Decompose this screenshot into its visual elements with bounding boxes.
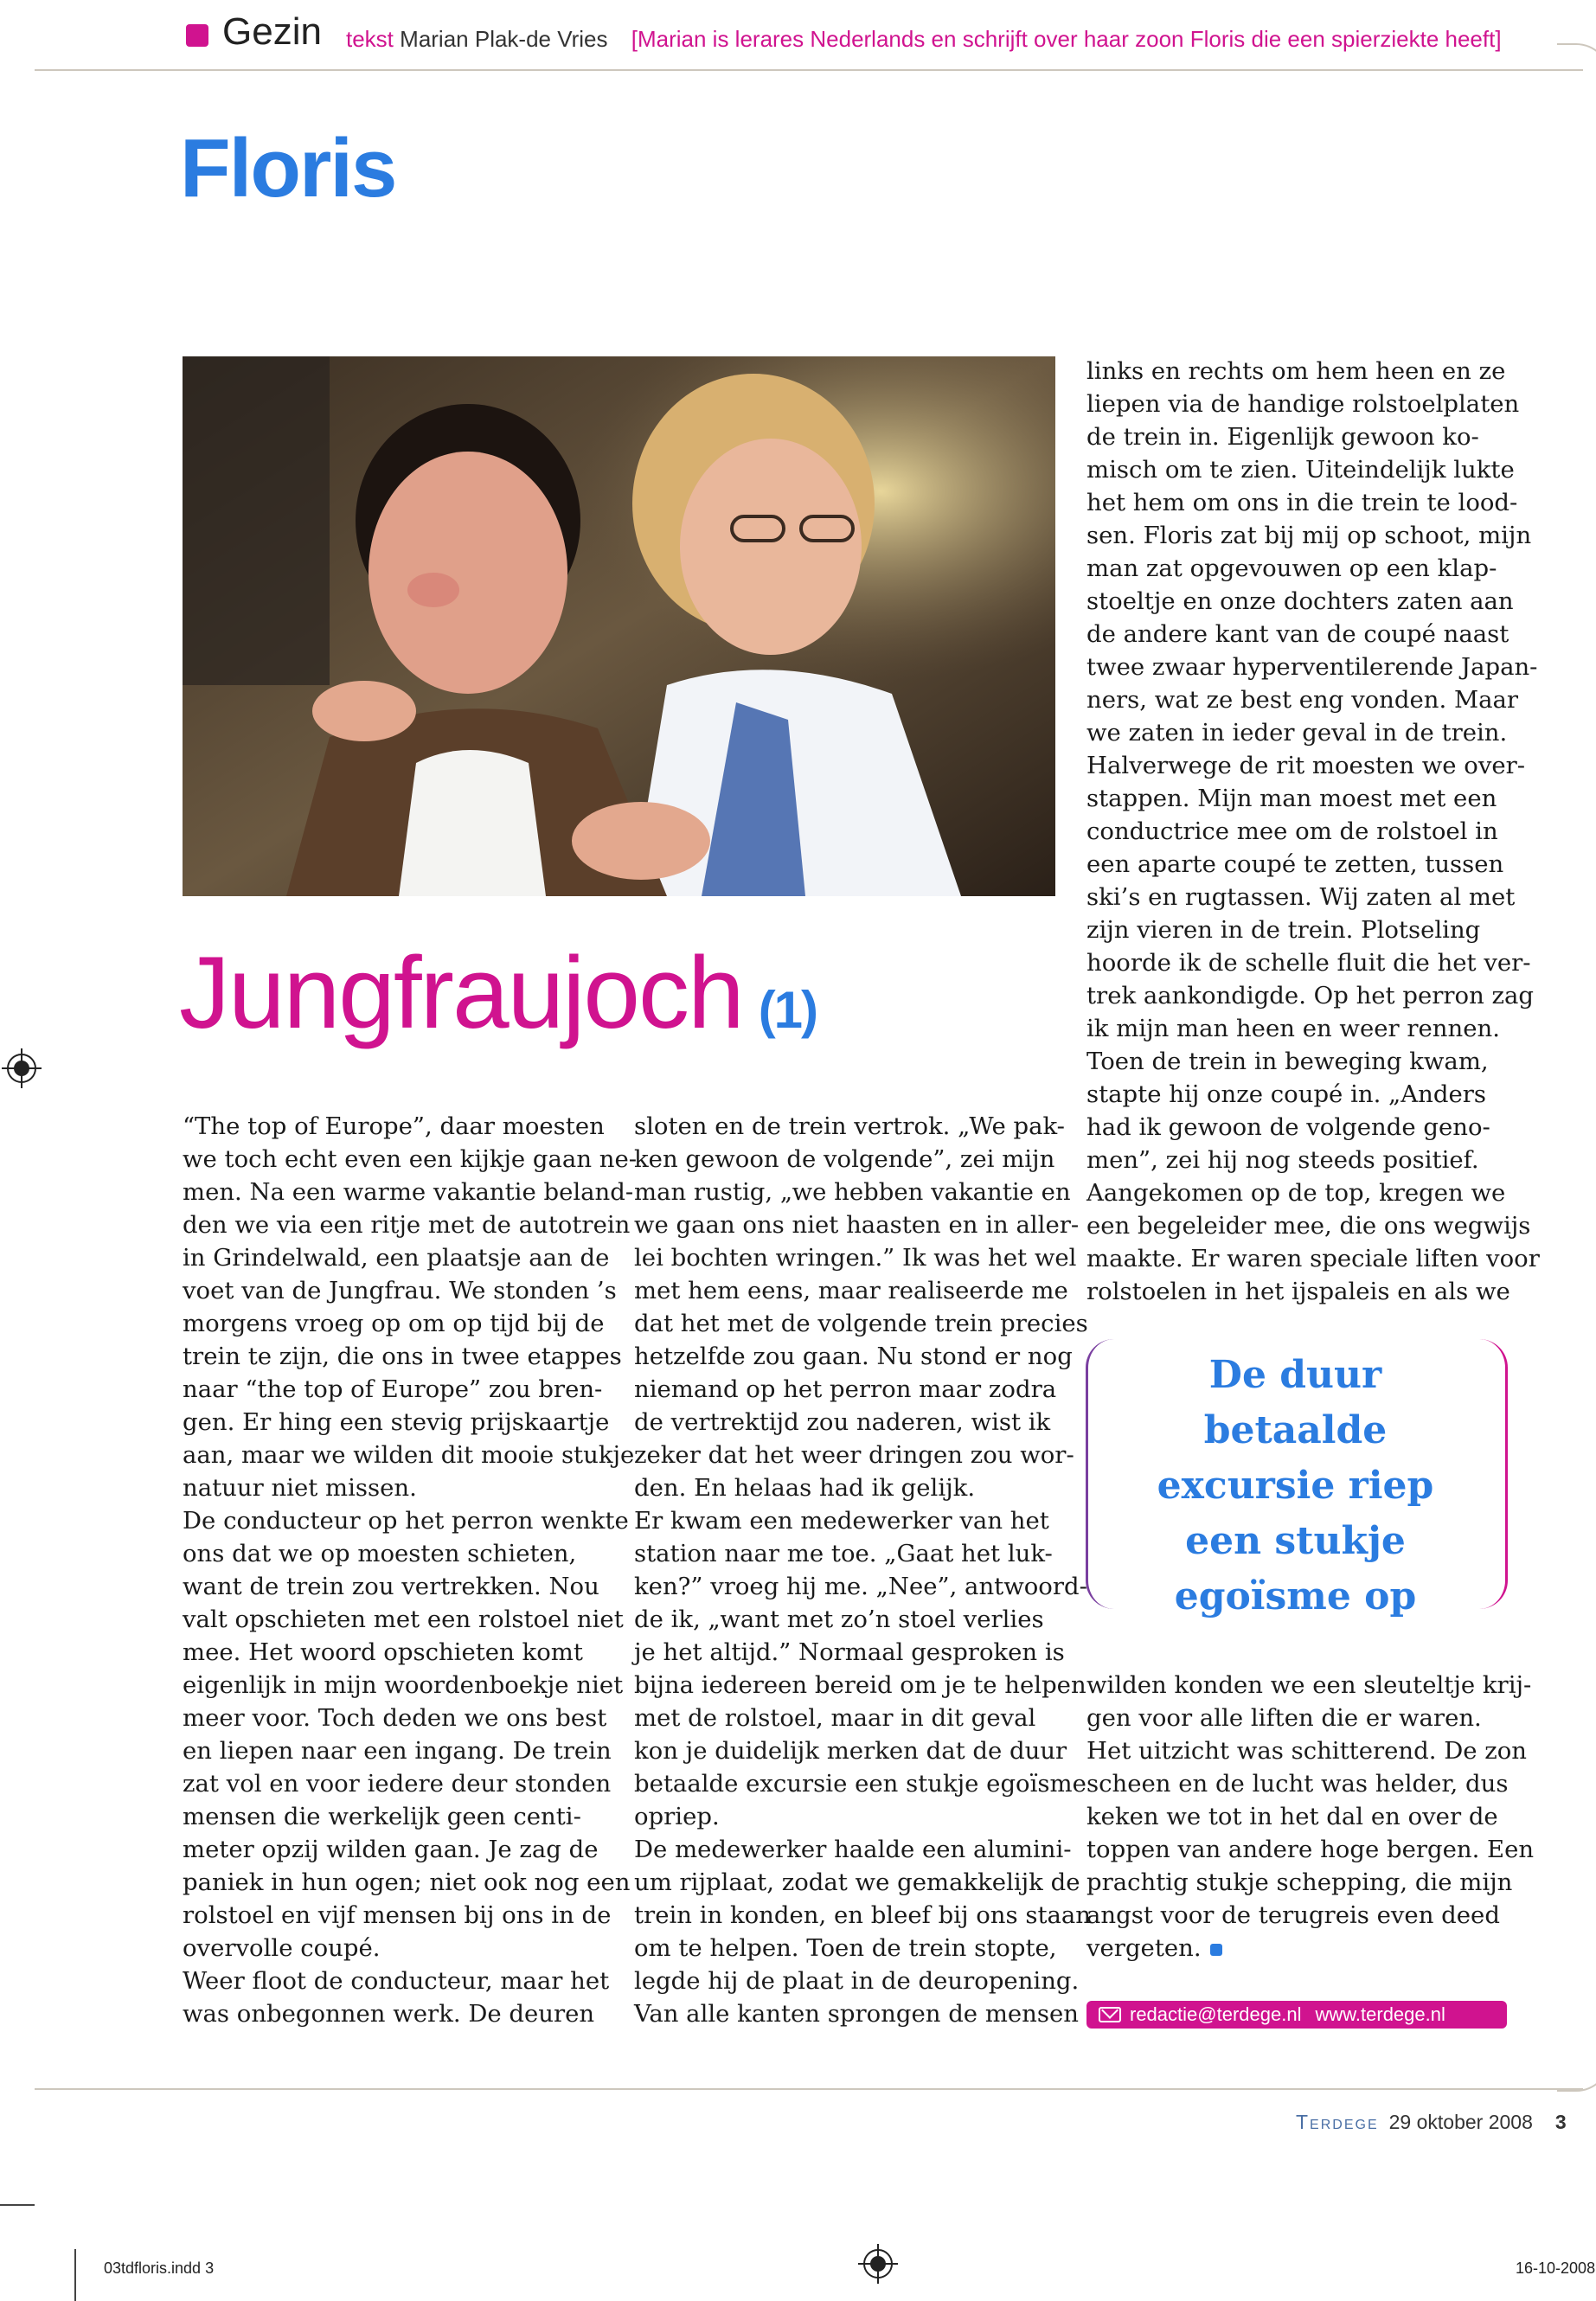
section-label: Gezin xyxy=(222,10,322,53)
section-marker xyxy=(186,24,208,47)
body-line: zijn vieren in de trein. Plotseling xyxy=(1086,916,1481,944)
photo-illustration xyxy=(183,356,1055,896)
body-line: ken?” vroeg hij me. „Nee”, antwoord- xyxy=(634,1573,1087,1600)
article-photo xyxy=(183,356,1055,896)
body-line: links en rechts om hem heen en ze xyxy=(1086,357,1506,385)
body-line: niemand op het perron maar zodra xyxy=(634,1375,1057,1403)
body-line: ik mijn man heen en weer rennen. xyxy=(1086,1015,1500,1042)
body-line: kon je duidelijk merken dat de duur xyxy=(634,1737,1067,1765)
body-line: ski’s en rugtassen. Wij zaten al met xyxy=(1086,883,1516,911)
body-line: was onbegonnen werk. De deuren xyxy=(183,2000,595,2028)
page-number: 3 xyxy=(1554,2111,1567,2133)
body-line: in Grindelwald, een plaatsje aan de xyxy=(183,1244,610,1272)
body-line: we gaan ons niet haasten en in aller- xyxy=(634,1211,1080,1239)
body-line: De medewerker haalde een alumini- xyxy=(634,1836,1072,1863)
body-line: trek aankondigde. Op het perron zag xyxy=(1086,982,1535,1009)
body-line: wilden konden we een sleuteltje krij- xyxy=(1086,1671,1532,1699)
body-line: den we via een ritje met de autotrein xyxy=(183,1211,631,1239)
body-line: toppen van andere hoge bergen. Een xyxy=(1086,1836,1535,1863)
body-line: met hem eens, maar realiseerde me xyxy=(634,1277,1068,1304)
body-line: we toch echt even een kijkje gaan ne- xyxy=(183,1145,638,1173)
body-line: met de rolstoel, maar in dit geval xyxy=(634,1704,1036,1732)
body-line: hoorde ik de schelle fluit die het ver- xyxy=(1086,949,1531,977)
byline-author: Marian Plak-de Vries xyxy=(400,26,608,52)
body-line: misch om te zien. Uiteindelijk lukte xyxy=(1086,456,1515,484)
body-line: “The top of Europe”, daar moesten xyxy=(183,1112,605,1140)
pullquote-right-bracket xyxy=(1479,1339,1508,1609)
body-line: scheen en de lucht was helder, dus xyxy=(1086,1770,1509,1798)
body-line: de andere kant van de coupé naast xyxy=(1086,620,1509,648)
body-line: Toen de trein in beweging kwam, xyxy=(1086,1048,1489,1075)
header-rule xyxy=(35,69,1583,71)
body-line: trein in konden, en bleef bij ons staan xyxy=(634,1901,1092,1929)
footer-rule xyxy=(35,2088,1583,2090)
folio xyxy=(1296,2111,1567,2134)
body-line: natuur niet missen. xyxy=(183,1474,417,1502)
body-line: morgens vroeg op om op tijd bij de xyxy=(183,1310,605,1337)
body-line: de trein in. Eigenlijk gewoon ko- xyxy=(1086,423,1479,451)
headline-title: Jungfraujoch xyxy=(179,936,743,1050)
body-line: men. Na een warme vakantie beland- xyxy=(183,1178,634,1206)
crop-mark xyxy=(74,2249,76,2301)
body-column-2 xyxy=(634,1110,1092,2030)
body-line: um rijplaat, zodat we gemakkelijk de xyxy=(634,1868,1080,1896)
contact-bar xyxy=(1086,2001,1507,2029)
body-line: vergeten. xyxy=(1086,1932,1519,1965)
body-line: om te helpen. Toen de trein stopte, xyxy=(634,1934,1057,1962)
magazine-name: Terdege xyxy=(1296,2111,1379,2133)
body-line: man rustig, „we hebben vakantie en xyxy=(634,1178,1071,1206)
body-line: mensen die werkelijk geen centi- xyxy=(183,1803,581,1830)
author-note: [Marian is lerares Nederlands en schrijft over haar zoon Floris die een spierziekte heeft] xyxy=(631,26,1502,52)
pullquote xyxy=(1112,1348,1479,1625)
body-line: gen voor alle liften die er waren. xyxy=(1086,1704,1482,1732)
pullquote-line: excursie riep xyxy=(1157,1464,1434,1508)
body-line: een aparte coupé te zetten, tussen xyxy=(1086,850,1504,878)
body-line: eigenlijk in mijn woordenboekje niet xyxy=(183,1671,624,1699)
body-line: station naar me toe. „Gaat het luk- xyxy=(634,1540,1053,1567)
body-line: man zat opgevouwen op een klap- xyxy=(1086,554,1497,582)
pullquote-line: egoïsme op xyxy=(1174,1574,1417,1618)
body-line: je het altijd.” Normaal gesproken is xyxy=(634,1638,1065,1666)
body-line: trein te zijn, die ons in twee etappes xyxy=(183,1343,622,1370)
body-line: want de trein zou vertrekken. Nou xyxy=(183,1573,599,1600)
body-line: sloten en de trein vertrok. „We pak- xyxy=(634,1112,1065,1140)
body-line: Halverwege de rit moesten we over- xyxy=(1086,752,1526,779)
body-line: ners, wat ze best eng vonden. Maar xyxy=(1086,686,1519,714)
series-title: Floris xyxy=(180,122,396,215)
body-line: meer voor. Toch deden we ons best xyxy=(183,1704,607,1732)
body-line: rolstoelen in het ijspaleis en als we xyxy=(1086,1278,1510,1305)
crop-mark xyxy=(0,2204,35,2206)
body-line: Aangekomen op de top, kregen we xyxy=(1086,1179,1506,1207)
body-line: meter opzij wilden gaan. Je zag de xyxy=(183,1836,599,1863)
body-line: paniek in hun ogen; niet ook nog een xyxy=(183,1868,631,1896)
body-line: Het uitzicht was schitterend. De zon xyxy=(1086,1737,1528,1765)
mail-icon xyxy=(1099,2007,1121,2022)
article-headline xyxy=(179,934,817,1052)
body-line: we zaten in ieder geval in de trein. xyxy=(1086,719,1508,747)
body-line: voet van de Jungfrau. We stonden ’s xyxy=(183,1277,617,1304)
body-line: liepen via de handige rolstoelplaten xyxy=(1086,390,1520,418)
body-line: ken gewoon de volgende”, zei mijn xyxy=(634,1145,1055,1173)
pullquote-line: een stukje xyxy=(1185,1519,1406,1563)
body-line: hetzelfde zou gaan. Nu stond er nog xyxy=(634,1343,1073,1370)
byline-prefix: tekst xyxy=(346,26,394,52)
body-line: den. En helaas had ik gelijk. xyxy=(634,1474,976,1502)
body-line: zat vol en voor iedere deur stonden xyxy=(183,1770,612,1798)
slug-filename: 03tdfloris.indd 3 xyxy=(104,2259,215,2277)
issue-date: 29 oktober 2008 xyxy=(1388,2111,1533,2133)
body-line: ons dat we op moesten schieten, xyxy=(183,1540,577,1567)
registration-mark-left xyxy=(7,1054,36,1083)
body-line: men”, zei hij nog steeds positief. xyxy=(1086,1146,1479,1174)
body-line: legde hij de plaat in de deuropening. xyxy=(634,1967,1080,1995)
body-line: betaalde excursie een stukje egoïsme xyxy=(634,1770,1086,1798)
body-line: Er kwam een medewerker van het xyxy=(634,1507,1049,1535)
body-line: keken we tot in het dal en over de xyxy=(1086,1803,1498,1830)
body-line: een begeleider mee, die ons wegwijs xyxy=(1086,1212,1531,1240)
body-line: opriep. xyxy=(634,1803,720,1830)
body-line: lei bochten wringen.” Ik was het wel xyxy=(634,1244,1077,1272)
body-line: de ik, „want met zo’n stoel verlies xyxy=(634,1606,1044,1633)
pullquote-left-bracket xyxy=(1086,1339,1114,1609)
body-line: Weer floot de conducteur, maar het xyxy=(183,1967,610,1995)
body-line: twee zwaar hyperventilerende Japan- xyxy=(1086,653,1538,681)
body-line: en liepen naar een ingang. De trein xyxy=(183,1737,612,1765)
body-line: gen. Er hing een stevig prijskaartje xyxy=(183,1408,610,1436)
body-line: het hem om ons in die trein te lood- xyxy=(1086,489,1518,516)
body-column-1 xyxy=(183,1110,638,2030)
body-line: mee. Het woord opschieten komt xyxy=(183,1638,583,1666)
body-line: sen. Floris zat bij mij op schoot, mijn xyxy=(1086,522,1532,549)
body-line: had ik gewoon de volgende geno- xyxy=(1086,1113,1490,1141)
body-line: prachtig stukje schepping, die mijn xyxy=(1086,1868,1513,1896)
body-line: stappen. Mijn man moest met een xyxy=(1086,785,1497,812)
byline xyxy=(346,26,1502,53)
headline-number: (1) xyxy=(758,981,817,1039)
contact-email[interactable]: redactie@terdege.nl xyxy=(1130,2003,1302,2025)
contact-website[interactable]: www.terdege.nl xyxy=(1315,2003,1445,2025)
body-line: naar “the top of Europe” zou bren- xyxy=(183,1375,603,1403)
registration-mark-bottom xyxy=(863,2249,893,2279)
end-mark xyxy=(1210,1944,1222,1956)
body-line: zeker dat het weer dringen zou wor- xyxy=(634,1441,1074,1469)
body-line: maakte. Er waren speciale liften voor xyxy=(1086,1245,1540,1272)
body-column-3-top xyxy=(1086,355,1540,1308)
pullquote-line: betaalde xyxy=(1203,1408,1388,1452)
body-line: dat het met de volgende trein precies xyxy=(634,1310,1088,1337)
body-line: stapte hij onze coupé in. „Anders xyxy=(1086,1080,1487,1108)
pullquote-line: De duur xyxy=(1208,1353,1382,1397)
body-line: valt opschieten met een rolstoel niet xyxy=(183,1606,624,1633)
body-column-3-bottom xyxy=(1086,1669,1535,1965)
body-line: de vertrektijd zou naderen, wist ik xyxy=(634,1408,1051,1436)
body-line: De conducteur op het perron wenkte xyxy=(183,1507,629,1535)
body-line: stoeltje en onze dochters zaten aan xyxy=(1086,587,1514,615)
body-line: angst voor de terugreis even deed xyxy=(1086,1901,1500,1929)
body-line: overvolle coupé. xyxy=(183,1934,381,1962)
slug-date: 16-10-2008 xyxy=(1516,2259,1596,2277)
header-rule-corner xyxy=(1557,43,1596,97)
body-line: aan, maar we wilden dit mooie stukje xyxy=(183,1441,635,1469)
body-line: bijna iedereen bereid om je te helpen xyxy=(634,1671,1086,1699)
body-line: rolstoel en vijf mensen bij ons in de xyxy=(183,1901,612,1929)
footer-rule-corner xyxy=(1557,2041,1596,2092)
body-line: conductrice mee om de rolstoel in xyxy=(1086,817,1498,845)
body-line: Van alle kanten sprongen de mensen xyxy=(634,2000,1079,2028)
